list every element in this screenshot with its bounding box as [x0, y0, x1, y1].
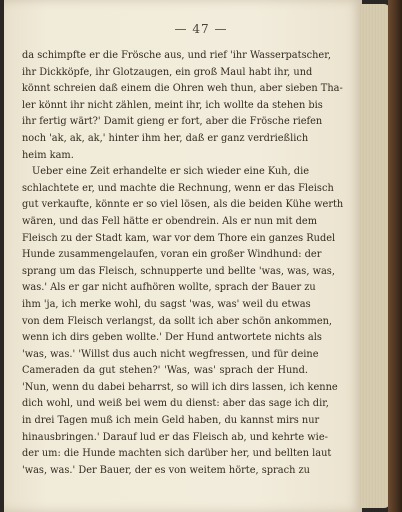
- text-line: 'was, was.' Der Bauer, der es von weitem hörte, sprach zu: [22, 464, 310, 476]
- text-line: wenn ich dirs geben wollte.' Der Hund antwortete nichts als: [22, 332, 322, 344]
- text-line: in drei Tagen muß ich mein Geld haben, du kannst mirs nur: [22, 415, 320, 427]
- text-line: Ueber eine Zeit erhandelte er sich wieder eine Kuh, die: [32, 166, 310, 178]
- text-line: noch 'ak, ak, ak,' hinter ihm her, daß er ganz verdrießlich: [22, 132, 309, 144]
- body-text: [22, 48, 344, 479]
- text-line: wären, und das Fell hätte er obendrein. Als er nun mit dem: [22, 215, 317, 227]
- text-line: Fleisch zu der Stadt kam, war vor dem Thore ein ganzes Rudel: [22, 232, 336, 244]
- text-line: ihr Dickköpfe, ihr Glotzaugen, ein groß Maul habt ihr, und: [22, 66, 313, 78]
- text-line: von dem Fleisch verlangst, da sollt ich aber schön ankommen,: [22, 315, 333, 327]
- text-line: der um: die Hunde machten sich darüber her, und bellten laut: [22, 448, 332, 460]
- text-line: könnt schreien daß einem die Ohren weh thun, aber sieben Tha-: [22, 83, 343, 95]
- text-line: sprang um das Fleisch, schnupperte und bellte 'was, was, was,: [22, 265, 335, 277]
- text-line: hinausbringen.' Darauf lud er das Fleisch ab, und kehrte wie-: [22, 431, 328, 443]
- text-line: Cameraden da gut stehen?' 'Was, was' sprach der Hund.: [22, 365, 308, 377]
- text-line: dich wohl, und weiß bei wem du dienst: aber das sage ich dir,: [22, 398, 329, 410]
- text-line: heim kam.: [22, 149, 74, 161]
- text-line: ihr fertig wärt?' Damit gieng er fort, aber die Frösche riefen: [22, 116, 323, 128]
- text-line: da schimpfte er die Frösche aus, und rief 'ihr Wasserpatscher,: [22, 50, 331, 61]
- page-edges: [360, 4, 390, 508]
- text-line: ler könnt ihr nicht zählen, meint ihr, ich wollte da stehen bis: [22, 99, 323, 111]
- text-line: 'Nun, wenn du dabei beharrst, so will ich dirs lassen, ich kenne: [22, 381, 338, 393]
- book-cover: [388, 0, 402, 512]
- text-line: 'was, was.' 'Willst dus auch nicht wegfressen, und für deine: [22, 348, 319, 360]
- text-line: was.' Als er gar nicht aufhören wollte, sprach der Bauer zu: [22, 282, 316, 294]
- text-line: schlachtete er, und machte die Rechnung, wenn er das Fleisch: [22, 182, 334, 194]
- text-line: gut verkaufte, könnte er so viel lösen, als die beiden Kühe werth: [22, 199, 344, 211]
- text-line: ihm 'ja, ich merke wohl, du sagst 'was, was' weil du etwas: [22, 298, 311, 310]
- page-number: — 47 —: [174, 22, 228, 36]
- text-line: Hunde zusammengelaufen, voran ein großer Windhund: der: [22, 249, 322, 261]
